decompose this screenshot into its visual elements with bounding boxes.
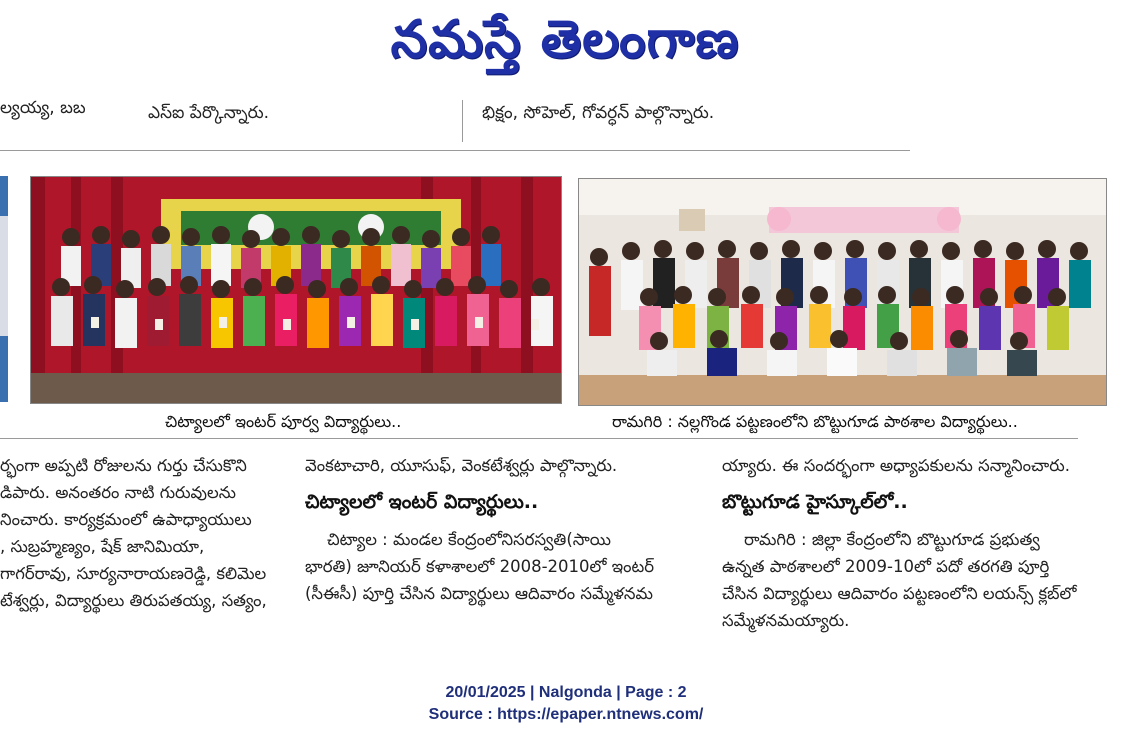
ramagiri-group-photo <box>578 178 1107 406</box>
column3-line: చేసిన విద్యార్థులు ఆదివారం పట్టణంలోని లయన్స్‌ క్లబ్‌లో <box>722 584 1077 603</box>
column2-line: భారతి) జూనియర్‌ కళాశాలలో 2008-2010లో ఇంటర్‌ <box>305 557 655 576</box>
article-column-3 <box>722 452 1122 634</box>
top-fragment-right: భిక్షం, సోహెల్‌, గోవర్ధన్‌ పాల్గొన్నారు. <box>482 103 715 123</box>
footer-date-edition: 20/01/2025 | Nalgonda | Page : 2 <box>445 684 687 701</box>
bottuguda-headline: బొట్టుగూడ హైస్కూల్‌లో.. <box>722 491 908 513</box>
column1-line: , సుబ్రహ్మణ్యం, షేక్‌ జానిమియా, <box>0 537 205 556</box>
column3-line: రామగిరి : జిల్లా కేంద్రంలోని బొట్టుగూడ ప్రభుత్వ <box>744 530 1040 549</box>
column1-line: గాగర్‌రావు, సూర్యనారాయణరెడ్డి, కలిమెల <box>0 564 267 583</box>
column3-line: సమ్మేళనమయ్యారు. <box>722 611 850 630</box>
section-rule <box>0 150 910 151</box>
chityala-headline: చిట్యాలలో ఇంటర్‌ విద్యార్థులు.. <box>305 491 539 513</box>
column1-line: ర్భంగా అప్పటి రోజులను గుర్తు చేసుకొని <box>0 456 247 475</box>
column-divider <box>462 100 463 142</box>
right-photo-caption: రామగిరి : నల్లగొండ పట్టణంలోని బొట్టుగూడ పాఠశాల విద్యార్థులు.. <box>612 412 1018 431</box>
caption-rule <box>0 438 1078 439</box>
top-fragment-middle: ఎస్‌ఐ పేర్కొన్నారు. <box>148 103 269 123</box>
article-column-1 <box>0 452 282 614</box>
column3-first-line: య్యారు. ఈ సందర్భంగా అధ్యాపకులను సన్మానించారు. <box>722 456 1070 475</box>
column1-line: డిపారు. అనంతరం నాటి గురువులను <box>0 483 236 502</box>
column2-first-line: వెంకటాచారి, యూసుఫ్‌, వెంకటేశ్వర్లు పాల్గొన్నారు. <box>305 456 618 475</box>
footer-source-link[interactable]: Source : https://epaper.ntnews.com/ <box>428 706 704 723</box>
masthead-logo: నమస్తే తెలంగాణ <box>390 9 740 70</box>
left-photo-caption: చిట్యాలలో ఇంటర్‌ పూర్వ విద్యార్థులు.. <box>165 412 402 431</box>
column1-line: టేశ్వర్లు, విద్యార్థులు తిరుపతయ్య, సత్యం, <box>0 591 267 610</box>
top-fragment-left: ల్యయ్య, బబ <box>0 98 86 118</box>
column2-line: (సీఈసీ) పూర్తి చేసిన విద్యార్థులు ఆదివారం సమ్మేళనమ <box>305 584 653 603</box>
photo-edge-fragment <box>0 176 8 402</box>
column2-line: చిట్యాల : మండల కేంద్రంలోనిసరస్వతి(సాయి <box>327 530 611 549</box>
column1-line: నించారు. కార్యక్రమంలో ఉపాధ్యాయులు <box>0 510 252 529</box>
column3-line: ఉన్నత పాఠశాలలో 2009-10లో పదో తరగతి పూర్తి <box>722 557 1050 576</box>
article-column-2 <box>305 452 705 607</box>
chityala-group-photo <box>30 176 562 404</box>
